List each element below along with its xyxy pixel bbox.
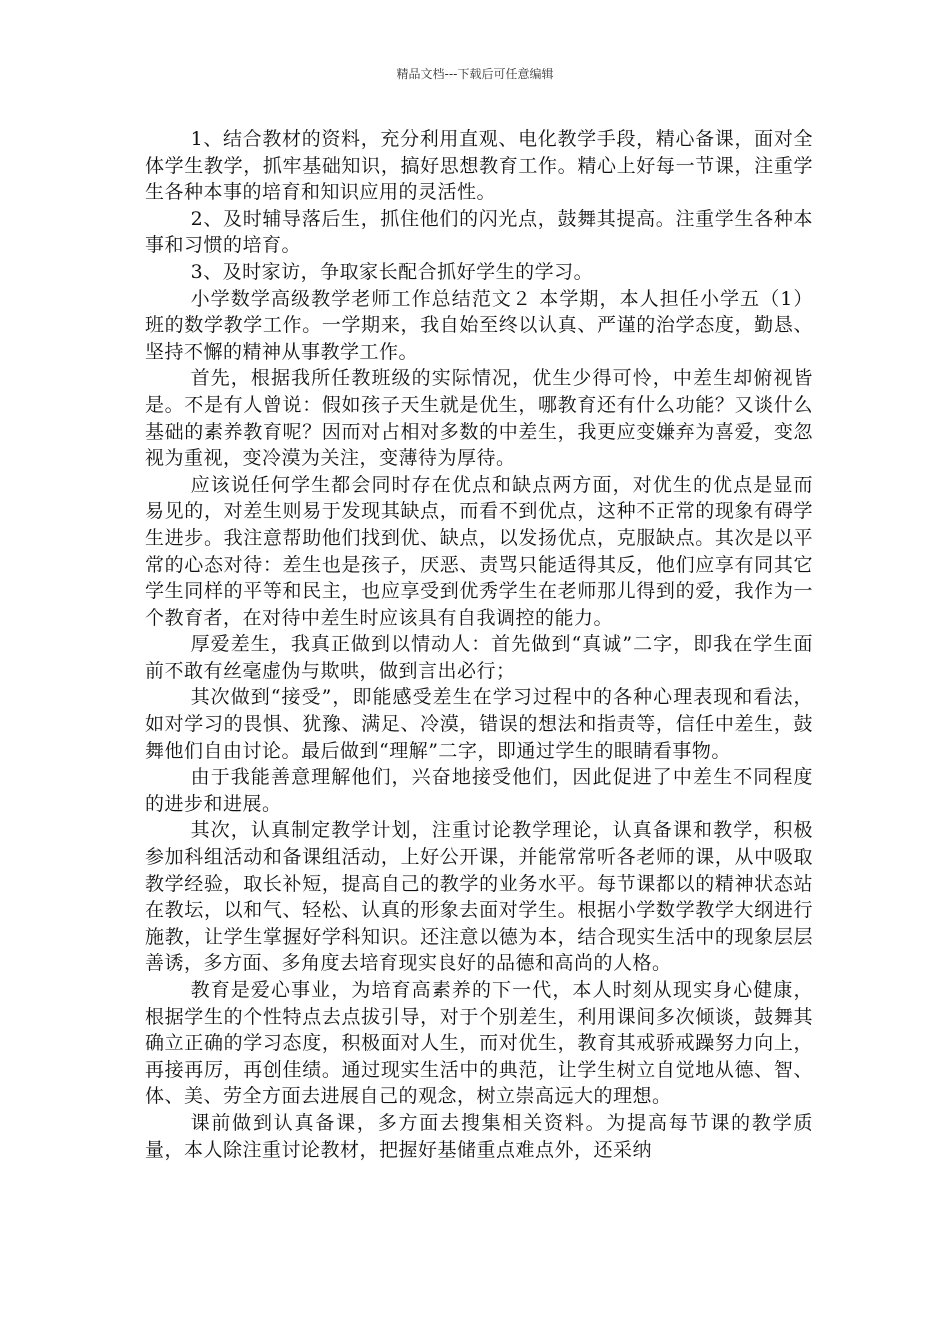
paragraph-9: 由于我能善意理解他们，兴奋地接受他们，因此促进了中差生不同程度的进步和进展。 <box>145 766 813 815</box>
paragraph-1: 1、结合教材的资料，充分利用直观、电化教学手段，精心备课，面对全体学生教学，抓牢基础知识，搞好思想教育工作。精心上好每一节课，注重学生各种本事的培育和知识应用的灵活性。 <box>145 128 813 204</box>
paragraph-3: 3、及时家访，争取家长配合抓好学生的学习。 <box>190 260 594 283</box>
paragraph-12: 课前做到认真备课，多方面去搜集相关资料。为提高每节课的教学质量，本人除注重讨论教材，把握好基储重点难点外，还采纳 <box>145 1111 813 1161</box>
paragraph-7: 厚爱差生，我真正做到以情动人：首先做到“真诚”二字，即我在学生面前不敢有丝毫虚伪与欺哄，做到言出必行； <box>145 633 813 682</box>
paragraph-11: 教育是爱心事业，为培育高素养的下一代，本人时刻从现实身心健康，根据学生的个性特点去点拔引导，对于个别差生，利用课间多次倾谈，鼓舞其确立正确的学习态度，积极面对人生，而对优生，教育其戒骄戒躁努力向上，再接再厉，再创佳绩。通过现实生活中的典范，让学生树立自觉地从德、智、体、美、劳全方面去进展自己的观念，树立崇高远大的理想。 <box>145 979 813 1108</box>
paragraph-6: 应该说任何学生都会同时存在优点和缺点两方面，对优生的优点是显而易见的，对差生则易于发现其缺点，而看不到优点，这种不正常的现象有碍学生进步。我注意帮助他们找到优、缺点，以发扬优点，克服缺点。其次是以平常的心态对待：差生也是孩子，厌恶、责骂只能适得其反，他们应享有同其它学生同样的平等和民主，也应享受到优秀学生在老师那儿得到的爱，我作为一个教育者，在对待中差生时应该具有自我调控的能力。 <box>145 473 813 629</box>
document-body <box>145 126 813 1163</box>
paragraph-10: 其次，认真制定教学计划，注重讨论教学理论，认真备课和教学，积极参加科组活动和备课组活动，上好公开课，并能常常听各老师的课，从中吸取教学经验，取长补短，提高自己的教学的业务水平。每节课都以的精神状态站在教坛，以和气、轻松、认真的形象去面对学生。根据小学数学教学大纲进行施教，让学生掌握好学科知识。还注意以德为本，结合现实生活中的现象层层善诱，多方面、多角度去培育现实良好的品德和高尚的人格。 <box>145 819 813 975</box>
paragraph-4: 小学数学高级教学老师工作总结范文２ 本学期，本人担任小学五（1）班的数学教学工作。一学期来，我自始至终以认真、严谨的治学态度，勤恳、坚持不懈的精神从事教学工作。 <box>145 287 813 363</box>
paragraph-5: 首先，根据我所任教班级的实际情况，优生少得可怜，中差生却俯视皆是。不是有人曾说：假如孩子天生就是优生，哪教育还有什么功能？又谈什么基础的素养教育呢？因而对占相对多数的中差生，我更应变嫌弃为喜爱，变忽视为重视，变冷漠为关注，变薄待为厚待。 <box>145 367 813 470</box>
paragraph-2: 2、及时辅导落后生，抓住他们的闪光点，鼓舞其提高。注重学生各种本事和习惯的培育。 <box>145 207 813 257</box>
page-header: 精品文档---下载后可任意编辑 <box>396 67 554 81</box>
paragraph-8: 其次做到“接受”，即能感受差生在学习过程中的各种心理表现和看法，如对学习的畏惧、犹豫、满足、冷漠，错误的想法和指责等，信任中差生，鼓舞他们自由讨论。最后做到“理解”二字，即通过学生的眼睛看事物。 <box>145 686 813 762</box>
